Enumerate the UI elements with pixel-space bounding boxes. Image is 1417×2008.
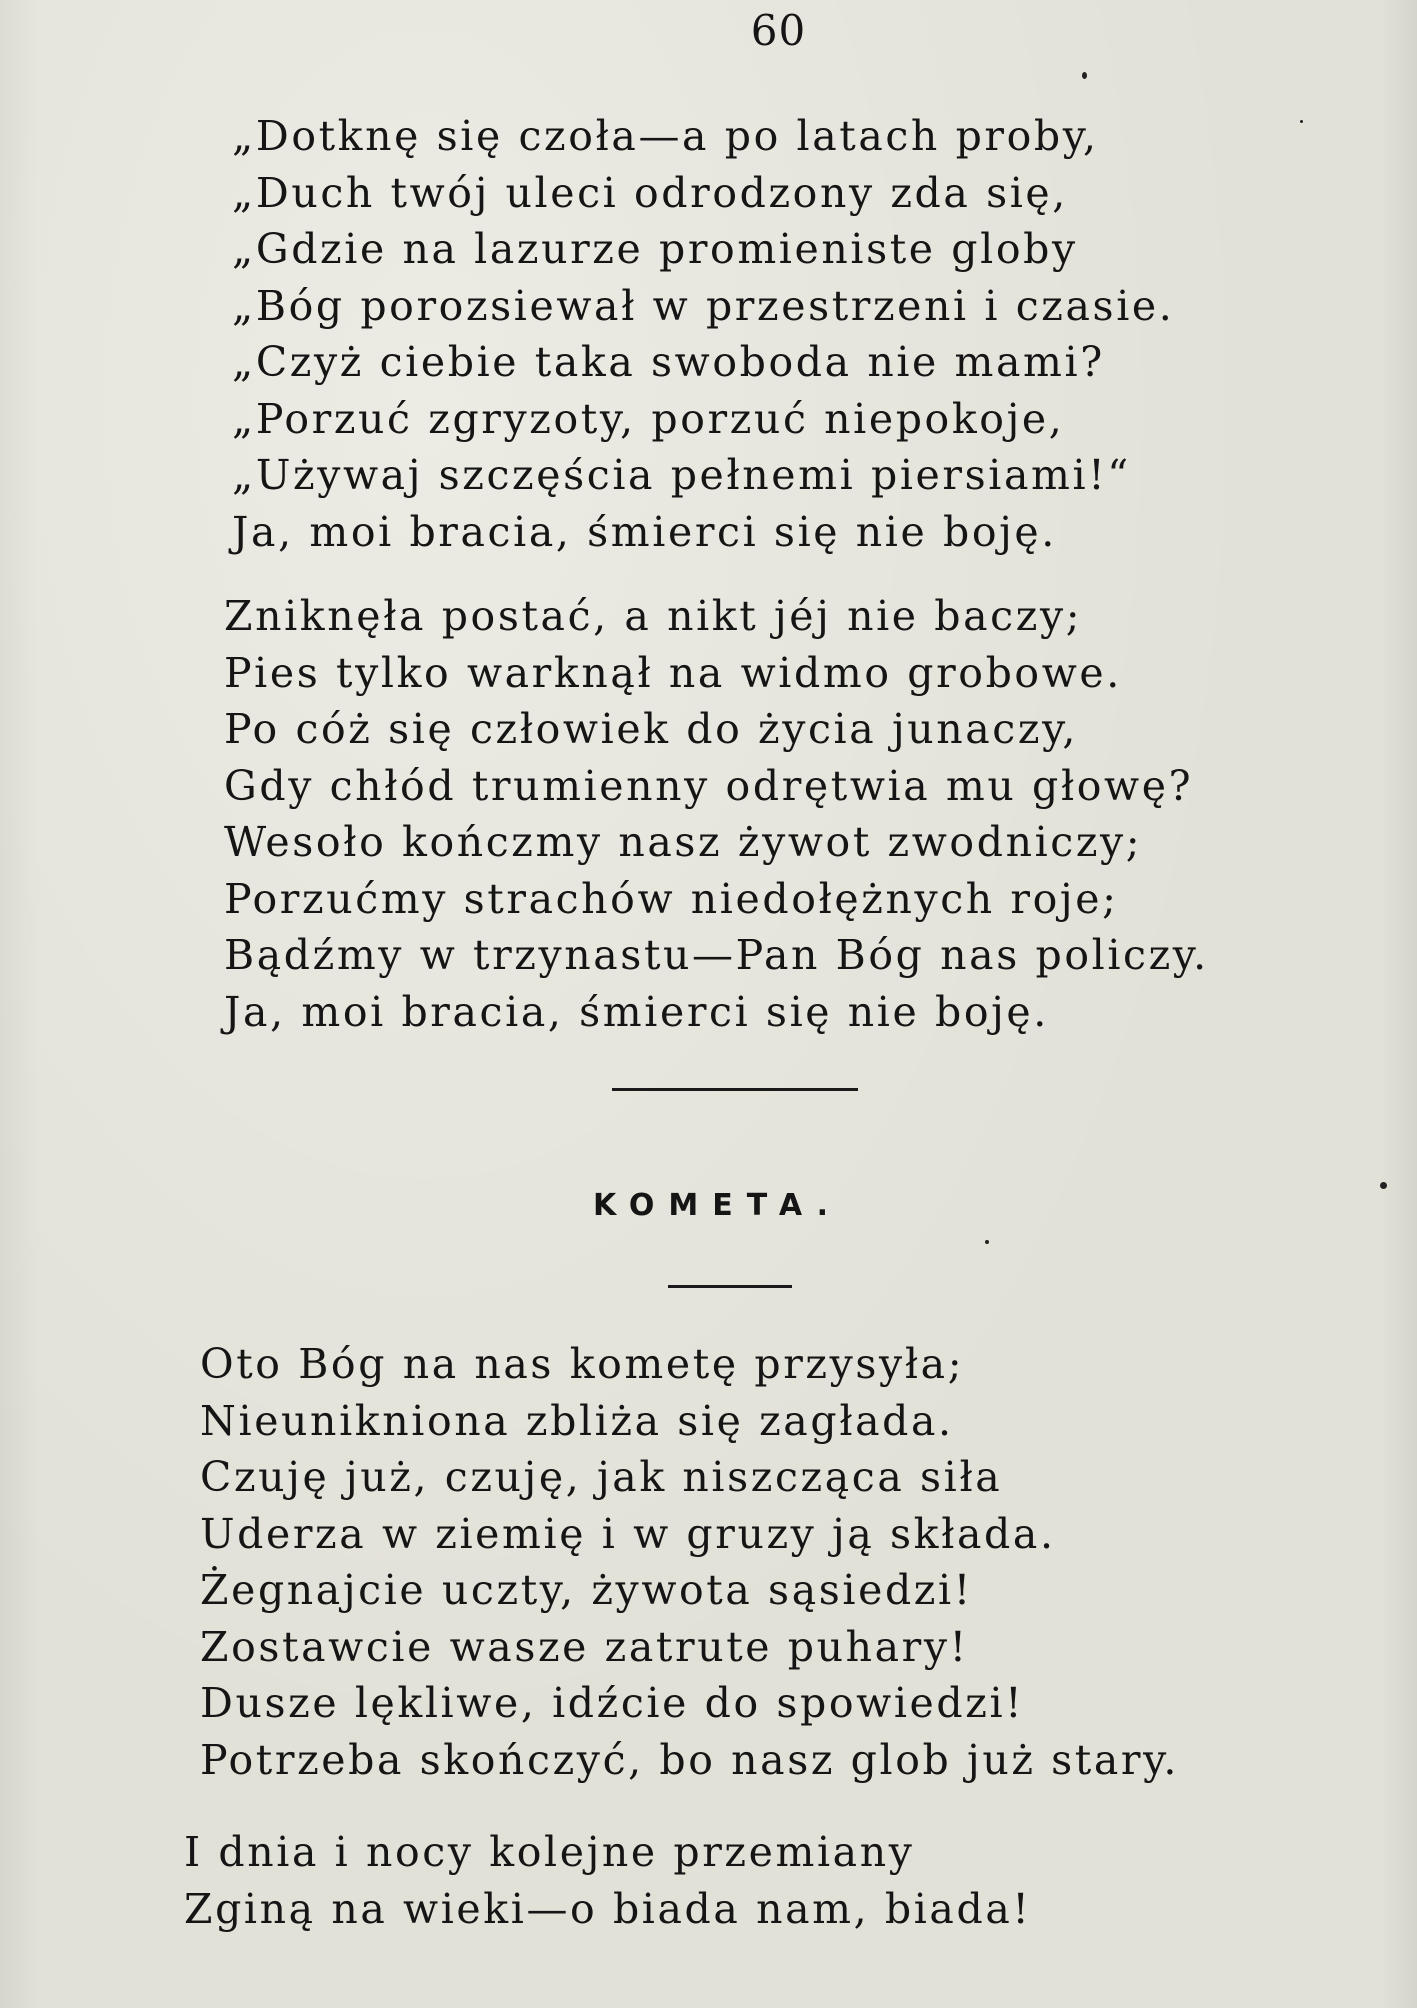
verse-line: Potrzeba skończyć, bo nasz glob już stary.	[200, 1735, 1180, 1784]
verse-line: Uderza w ziemię i w gruzy ją składa.	[200, 1509, 1056, 1558]
verse-line: Żegnajcie uczty, żywota sąsiedzi!	[200, 1566, 973, 1614]
verse-line: „Duch twój uleci odrodzony zda się,	[232, 168, 1068, 217]
verse-line: Porzućmy strachów niedołężnych roje;	[224, 874, 1119, 923]
section-divider	[612, 1088, 858, 1091]
stanza-2	[224, 588, 1209, 1040]
verse-line: Bądźmy w trzynastu—Pan Bóg nas policzy.	[224, 931, 1209, 979]
verse-line: „Bóg porozsiewał w przestrzeni i czasie.	[232, 281, 1175, 330]
page-number: 60	[750, 6, 807, 55]
verse-line: Zginą na wieki—o biada nam, biada!	[184, 1884, 1032, 1933]
stanza-3	[200, 1336, 1179, 1788]
print-speck	[1082, 72, 1087, 79]
verse-line: Po cóż się człowiek do życia junaczy,	[224, 705, 1079, 753]
verse-line: Czuję już, czuję, jak niszcząca siła	[200, 1453, 1003, 1501]
verse-line: „Używaj szczęścia pełnemi piersiami!“	[232, 451, 1131, 499]
verse-line: Dusze lękliwe, idźcie do spowiedzi!	[200, 1679, 1025, 1727]
verse-line: „Dotknę się czoła—a po latach proby,	[232, 112, 1099, 160]
print-speck	[985, 1240, 989, 1244]
verse-line: Oto Bóg na nas kometę przysyła;	[200, 1340, 965, 1388]
verse-line: Zostawcie wasze zatrute puhary!	[200, 1622, 969, 1671]
verse-line: Wesoło kończmy nasz żywot zwodniczy;	[224, 818, 1143, 866]
verse-line: „Czyż ciebie taka swoboda nie mami?	[232, 338, 1105, 386]
verse-line: Gdy chłód trumienny odrętwia mu głowę?	[224, 761, 1194, 810]
verse-line: Zniknęła postać, a nikt jéj nie baczy;	[224, 592, 1083, 640]
print-speck	[1380, 1182, 1387, 1189]
print-speck	[1300, 120, 1303, 123]
title-underline	[668, 1285, 792, 1288]
verse-line: Ja, moi bracia, śmierci się nie boję.	[232, 507, 1057, 556]
verse-line: „Porzuć zgryzoty, porzuć niepokoje,	[232, 394, 1065, 443]
stanza-4	[184, 1824, 1031, 1937]
verse-line: „Gdzie na lazurze promieniste globy	[232, 225, 1078, 273]
stanza-1	[232, 108, 1174, 560]
poem-title: KOMETA.	[592, 1188, 843, 1223]
verse-line: Ja, moi bracia, śmierci się nie boję.	[224, 987, 1049, 1036]
verse-line: I dnia i nocy kolejne przemiany	[184, 1828, 915, 1876]
verse-line: Nieunikniona zbliża się zagłada.	[200, 1396, 954, 1445]
verse-line: Pies tylko warknął na widmo grobowe.	[224, 648, 1122, 697]
